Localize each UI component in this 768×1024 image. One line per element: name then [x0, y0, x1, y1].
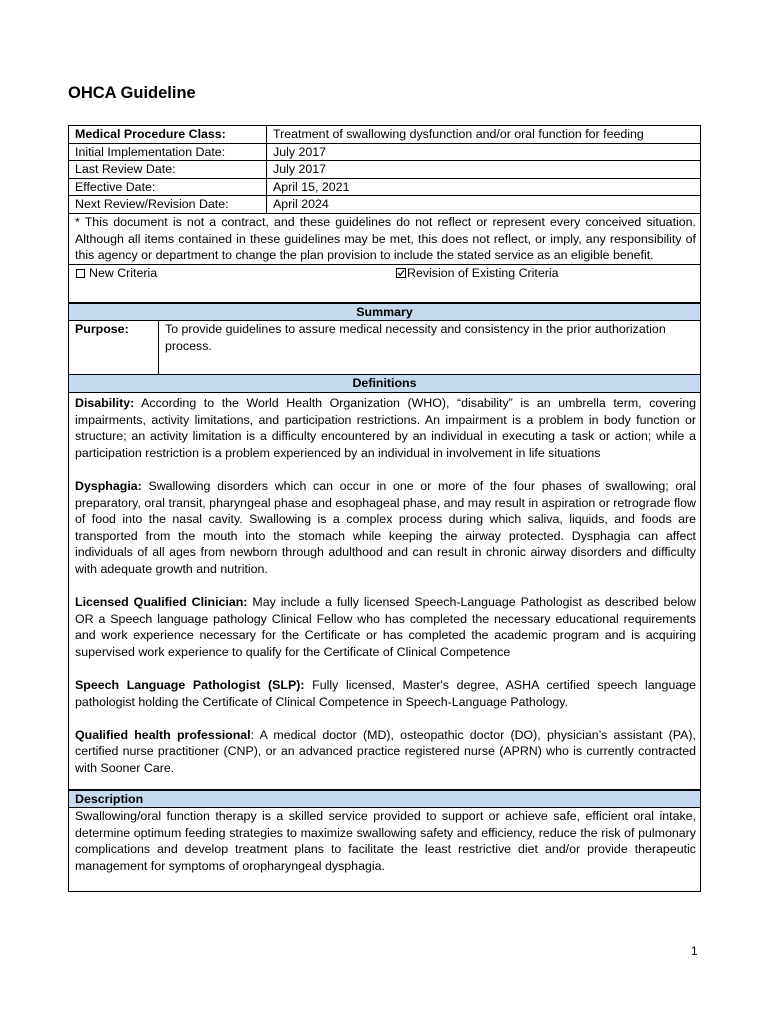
- next-review-row: [69, 196, 700, 214]
- effective-date-value: April 15, 2021: [273, 179, 350, 194]
- description-body: [69, 807, 700, 890]
- checkmark-icon: [397, 269, 405, 277]
- definition-slp: [75, 677, 696, 710]
- revision-criteria-label: Revision of Existing Criteria: [407, 265, 559, 280]
- definition-disability: [75, 395, 696, 461]
- definition-text: : A medical doctor (MD), osteopathic doctor (DO), physician’s assistant (PA), certified nurse practitioner (CNP), or an advanced practice registered nurse (APRN) who is currently contracted with Sooner Care.: [75, 727, 696, 775]
- summary-header: Summary: [69, 303, 700, 321]
- effective-date-label: Effective Date:: [69, 179, 267, 196]
- initial-implementation-value: July 2017: [273, 144, 327, 159]
- criteria-row: [69, 265, 700, 303]
- definition-licensed-clinician: [75, 594, 696, 660]
- definition-term: Licensed Qualified Clinician:: [75, 595, 248, 610]
- definitions-list: [69, 393, 700, 789]
- description-text: Swallowing/oral function therapy is a skilled service provided to support or achieve safe, efficient oral intake, determine optimum feeding strategies to maximize swallowing safety and efficiency, reduce the risk of pulmonary complications and develop treatment plans to facilitate the least restrictive diet and/or provide therapeutic management for symptoms of oropharyngeal dysphagia.: [75, 809, 696, 873]
- definition-dysphagia: [75, 478, 696, 578]
- last-review-row: [69, 161, 700, 179]
- definition-text: May include a fully licensed Speech-Language Pathologist as described below OR a Speech language pathology Clinical Fellow who has completed the necessary educational requirements and work experience necessary for the Certificate or has completed the academic program and is acquiring supervised work experience to qualify for the Certificate of Clinical Competence: [75, 595, 696, 659]
- procedure-class-row: [69, 126, 700, 144]
- next-review-value: April 2024: [273, 197, 329, 212]
- initial-implementation-label: Initial Implementation Date:: [69, 144, 267, 161]
- definitions-body: [69, 392, 700, 790]
- procedure-class-value: Treatment of swallowing dysfunction and/or oral function for feeding: [273, 127, 644, 141]
- definition-text: Fully licensed, Master's degree, ASHA certified speech language pathologist holding the Certificate of Clinical Competence in Speech-Language Pathology.: [75, 678, 697, 709]
- last-review-value: July 2017: [273, 162, 327, 177]
- purpose-label: Purpose:: [69, 321, 159, 374]
- definition-term: Qualified health professional: [75, 727, 251, 742]
- disclaimer-text: * This document is not a contract, and these guidelines do not reflect or represent every conceived situation. Although all items contained in these guidelines may be met, this does not reflect, or imply, any responsibility of this agency or department to change the plan provision to include the stated service as an eligible benefit.: [75, 214, 696, 263]
- new-criteria-label: New Criteria: [89, 265, 158, 280]
- page-title: OHCA Guideline: [68, 84, 196, 102]
- purpose-text: To provide guidelines to assure medical necessity and consistency in the prior authorization process.: [165, 322, 666, 353]
- definition-text: According to the World Health Organization (WHO), “disability” is an umbrella term, covering impairments, activity limitations, and participation restrictions. An impairment is a problem in body function or structure; an activity limitation is a difficulty encountered by an individual in executing a task or action; while a participation restriction is a problem experienced by an individual in involvement in life situations: [75, 395, 696, 460]
- procedure-class-label: Medical Procedure Class:: [69, 126, 267, 143]
- definition-term: Speech Language Pathologist (SLP):: [75, 678, 305, 693]
- definition-qualified-professional: [75, 727, 696, 777]
- definition-term: Dysphagia:: [75, 478, 142, 493]
- effective-date-row: [69, 179, 700, 197]
- initial-implementation-row: [69, 144, 700, 162]
- revision-criteria-checkbox[interactable]: [396, 268, 406, 278]
- page-number: 1: [691, 944, 698, 958]
- new-criteria-checkbox[interactable]: [76, 269, 85, 278]
- new-criteria-option[interactable]: [75, 265, 396, 302]
- definition-term: Disability:: [75, 395, 135, 410]
- next-review-label: Next Review/Revision Date:: [69, 196, 267, 213]
- revision-criteria-option[interactable]: [396, 265, 559, 302]
- guideline-table: [68, 125, 701, 892]
- definition-text: Swallowing disorders which can occur in one or more of the four phases of swallowing; oral preparatory, oral transit, pharyngeal phase and esophageal phase, and may result in aspiration or retrograde flow of food into the nasal cavity. Swallowing is a complex process during which saliva, liquids, and foods are transported from the mouth into the stomach while keeping the airway protected. Dysphagia can affect individuals of all ages from newborn through adulthood and can result in chronic airway disorders and difficulty with adequate growth and nutrition.: [75, 478, 696, 576]
- definitions-header: Definitions: [69, 375, 700, 392]
- purpose-row: [69, 320, 700, 375]
- last-review-label: Last Review Date:: [69, 161, 267, 178]
- description-header: Description: [69, 790, 700, 808]
- disclaimer-row: [69, 214, 700, 265]
